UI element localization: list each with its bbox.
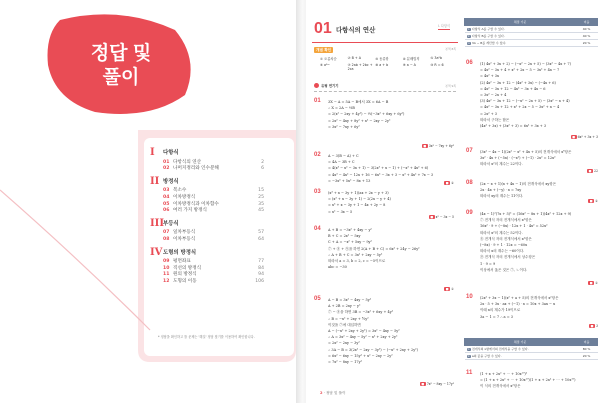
solution-line: A − 3(B − A) + C xyxy=(328,154,359,158)
final-answer xyxy=(585,168,600,173)
bullet-dot-icon xyxy=(314,83,319,88)
solution-column-left xyxy=(312,0,458,403)
solution-line: = 7x² − 8xy − 17y² xyxy=(328,360,362,365)
solution-lines xyxy=(480,211,600,273)
table-row xyxy=(465,26,598,33)
solution-line: 따라서 a = 3, b = 2, c = −5이므로 xyxy=(328,259,386,264)
grading-table-bottom xyxy=(464,338,598,360)
toc-part-number: III xyxy=(150,217,165,229)
concept-check-header xyxy=(314,47,456,53)
toc-part xyxy=(150,147,264,173)
ratio-cell: 80 % xyxy=(576,346,598,353)
criteria-cell xyxy=(465,26,576,33)
solution-line: = 2x² + 3 xyxy=(480,111,498,116)
toc-item-page: 84 xyxy=(258,265,264,271)
toc-item-number: 10 xyxy=(163,265,170,271)
ratio-cell: 20 % xyxy=(576,40,598,47)
final-answer xyxy=(420,143,456,148)
table-header-cell: 채점 기준 xyxy=(465,19,576,26)
practice-title: 유형 연기기 xyxy=(321,84,339,88)
problem-number: 01 xyxy=(314,98,321,104)
concept-answer: ① 오름차순 xyxy=(320,57,337,61)
final-answer-text: x² − 3x − 5 xyxy=(435,214,454,219)
solution-line: = 6x² − 6xy − 15y² + x² − 2xy − 2y² xyxy=(328,353,393,358)
concept-answer: ④ 분배법칙 xyxy=(402,57,420,61)
concept-answer: ③ 동류항 xyxy=(375,57,389,61)
criteria-cell xyxy=(465,353,576,360)
toc-item-page: 6 xyxy=(261,166,264,172)
criteria-index: ① xyxy=(467,28,470,31)
solution-line: = 4x² − 3x + 4 + x² + 2x − 5 − 3x² + 4x − 7 xyxy=(480,68,560,73)
table-of-contents xyxy=(150,147,264,292)
solution-line: (2) 4x² − 3x + 12 − (4x² + 3x) − (−4x + 6) xyxy=(480,80,556,85)
concept-answer: ⑩ R = 6 xyxy=(430,63,444,67)
final-answer xyxy=(586,198,600,203)
final-answer xyxy=(569,134,600,139)
criteria-text: a의 값을 구할 수 있다. xyxy=(471,354,502,358)
solution-line: ⑦ − ⑧을 하면 3B = −3x² + 6xy + 4y² xyxy=(328,310,394,315)
toc-item-page: 25 xyxy=(258,194,264,200)
final-answer-text: ① xyxy=(595,280,598,285)
concept-check-badge: 개념 확인 xyxy=(316,47,332,52)
toc-item-number: 12 xyxy=(163,278,170,284)
solution-line: 1 · 9 = 9 xyxy=(480,261,496,266)
problem-number: 04 xyxy=(314,226,321,232)
solution-line: 이것을 ⑦에 대입하면 xyxy=(328,322,361,327)
solution-line: A − B = 3x² − 4xy − 5y² xyxy=(328,298,372,302)
problem-number: 08 xyxy=(466,180,473,186)
concept-page-ref: 본책 8쪽 xyxy=(445,47,456,51)
answer-mark-icon: ■ xyxy=(445,180,449,185)
answer-mark-icon: ■ xyxy=(589,280,593,285)
solution-line: = 2x² − 2xy − 3y² xyxy=(328,341,360,346)
solution-line: ⑦ + ⑧ + ⑨을 하면 2(A + B + C) = 6x² + 24y − 26y² xyxy=(328,246,420,251)
problem-number: 09 xyxy=(466,210,473,216)
chapter-tag: I. 다항식 xyxy=(437,24,450,28)
concept-answer: ⑧ a + b xyxy=(375,63,389,67)
concept-answer: ② B + A xyxy=(347,56,361,60)
solution-line: = x³ + x − 3y + 1 − 4x + 2y − 8 xyxy=(328,203,386,208)
criteria-cell xyxy=(465,346,576,353)
solution-line: 2x · 4x + (−y) · x = 7xy xyxy=(480,188,522,193)
toc-item-title: 이차방정식과 이차함수 xyxy=(173,201,219,207)
concept-answer: ⑦ 2ab + 2bc + 2ca xyxy=(347,63,373,71)
solution-line: 따라서 구하는 합은 xyxy=(480,117,510,122)
practice-title-wrap xyxy=(314,83,339,88)
ratio-cell: 40 % xyxy=(576,26,598,33)
final-answer-text: 3 xyxy=(595,323,598,328)
solution-line: A + 2B = 2xy − y² xyxy=(328,304,361,309)
solution-line: 3X − A = 5A − B에서 3X = 6A − B xyxy=(328,100,389,104)
swoosh-curve xyxy=(0,190,150,330)
concept-answers xyxy=(314,56,456,71)
toc-item-title: 직선의 방정식 xyxy=(173,265,202,271)
solution-line: = 4(x³ − x² − 3x + 1) − 3(2x³ + x − 1) + (−x³ + 4x² + 6) xyxy=(328,166,429,171)
toc-part-title: 도형의 방정식 xyxy=(163,249,197,256)
toc-item-number: 08 xyxy=(163,236,170,242)
table-row xyxy=(465,40,598,47)
toc-part-header xyxy=(150,147,264,158)
toc-part xyxy=(150,217,264,244)
final-answer xyxy=(427,214,456,219)
toc-part-title: 부등식 xyxy=(163,220,179,227)
solution-line: (1) 4x² + 3x + 2) − (−x² − 2x + 5) − (3x² − 4x + 7) xyxy=(480,62,571,66)
toc-item-number: 02 xyxy=(163,166,170,172)
table-row xyxy=(465,353,598,360)
title-line-1: 정답 및 xyxy=(90,43,152,64)
toc-item-number: 07 xyxy=(163,230,170,236)
final-answer xyxy=(418,381,456,386)
toc-item xyxy=(150,230,264,237)
solution-lines xyxy=(480,295,600,320)
solution-line: = 3x² − 2x + 4 xyxy=(480,93,507,98)
solution-line: = −3x³ + 5x² − 8x + 13 xyxy=(328,178,371,183)
solution-line: (4x − 1)²(7x + 5)² = (16x² − 8x + 1)(4x² + 12x + 9) xyxy=(480,212,572,216)
solution-line: ∴ X = 2A − ⅓B xyxy=(328,106,355,111)
toc-item xyxy=(150,166,264,173)
chapter-number: 01 xyxy=(314,20,332,37)
toc-part-number: IV xyxy=(150,246,163,258)
solution-line: C + A = −x² + 5xy − 9y² xyxy=(328,240,372,245)
solution-line: (2x − x + 1)(x + 4x − 1)의 전개식에서 xy항은 xyxy=(480,182,557,186)
concept-answer: ⑥ a²ᵐ xyxy=(320,63,330,67)
solution-line: (−8x) · 9 + 1 · 12x = −60x xyxy=(480,243,528,248)
final-answer-text: ② xyxy=(451,180,454,185)
solution-line: 이때 x의 계수가 19이므로 xyxy=(480,308,521,313)
toc-item-number: 09 xyxy=(163,259,170,265)
toc-item-page: 15 xyxy=(258,188,264,194)
solution-lines xyxy=(328,190,456,215)
page-number: 2 xyxy=(320,391,323,395)
final-answer-text: 3x² − 7xy + 6y² xyxy=(428,143,454,148)
solution-line: = 4x² − 3x + 12 + x² + 2x − 5 − 3x² + x − 4 xyxy=(480,105,560,110)
toc-item-page: 2 xyxy=(261,159,264,165)
toc-item-number: 06 xyxy=(163,208,170,214)
solution-lines xyxy=(328,227,456,270)
solution-line: A − (−x² + 2xy + 2y²) = 3x² − 4xy − 5y² xyxy=(328,329,400,334)
final-answer xyxy=(442,180,456,185)
solution-line: = 4A − 3B + C xyxy=(328,160,355,165)
answer-mark-icon: ■ xyxy=(590,323,594,328)
toc-part xyxy=(150,175,264,215)
toc-item xyxy=(150,237,264,244)
final-answer-text: ① xyxy=(451,286,454,291)
practice-header xyxy=(314,83,456,88)
solution-line: (4x² + 3x) + (3x² + 3) = 6x² + 3x + 3 xyxy=(480,124,547,129)
answer-mark-icon: ■ xyxy=(572,134,576,139)
problem-number: 10 xyxy=(466,294,473,300)
solution-line: 이 식의 전개식에서 x²항은 xyxy=(480,384,521,389)
practice-page-ref: 본책 9쪽 xyxy=(445,83,456,88)
criteria-cell xyxy=(465,40,576,47)
problem-number: 05 xyxy=(314,296,321,302)
solution-line: 따라서 xy의 계수는 11이다. xyxy=(480,194,524,199)
toc-item-page: 35 xyxy=(258,201,264,207)
table-header-row xyxy=(465,19,598,26)
practice-divider xyxy=(314,91,456,92)
toc-part-title: 방정식 xyxy=(163,178,179,185)
problem-number: 11 xyxy=(466,370,473,376)
solution-line: = 2x² − 4xy + 8y² + x² − 2xy − 2y² xyxy=(328,118,391,123)
toc-item-page: 77 xyxy=(258,259,264,265)
answer-mark-icon: ■ xyxy=(423,143,427,148)
criteria-index: ② xyxy=(467,35,470,38)
toc-item-title: 평면좌표 xyxy=(173,259,191,265)
right-page xyxy=(306,0,602,403)
left-page xyxy=(0,0,300,403)
solution-line: = 4x³ − 4x² − 12x + 16 − 6x³ − 3x + 3 − x³ + 4x² + 7x − 3 xyxy=(328,172,434,177)
solution-line: 2x · 5 + 3x · ax + (−1) · x = 10x + 3ax − x xyxy=(480,302,556,307)
answer-mark-icon: ■ xyxy=(445,286,449,291)
solution-line: ∴ A = 3x² − 4xy − 5y² − x² + 2xy + 2y² xyxy=(328,335,398,340)
problem-number: 06 xyxy=(466,60,473,66)
toc-item-number: 04 xyxy=(163,194,170,200)
toc-item-number: 03 xyxy=(163,188,170,194)
solution-line: 16x² · 9 + (−8x) · 12x + 1 · 4x² = 52x² xyxy=(480,224,548,229)
problem-number: 03 xyxy=(314,189,321,195)
solution-line: = (1 + x + 2x² + ··· + 10x¹⁰)(1 + x + 2x² + ··· + 10x¹⁰) xyxy=(480,378,576,383)
toc-item-title: 이차방정식 xyxy=(173,194,196,200)
table-header-cell: 채점 기준 xyxy=(465,339,576,346)
criteria-text: 전개식의 x항에서의 전개식을 구할 수 있다. xyxy=(471,347,529,351)
solution-line: = 2(x² − 2xy + 4y²) − ⅓(−3x² + 6xy + 6y²) xyxy=(328,112,405,117)
criteria-text: 다항식 B를 구할 수 있다. xyxy=(471,34,505,38)
solution-line: = 3x² − 7xy + 6y² xyxy=(328,124,360,129)
toc-item xyxy=(150,259,264,266)
toc-part xyxy=(150,246,264,286)
criteria-index: ② xyxy=(467,355,470,358)
solution-line: 이상에서 옳은 것은 ⑦, ㄴ이다. xyxy=(480,267,528,272)
solution-lines xyxy=(480,181,600,200)
concept-answer: ⑤ 3a²b xyxy=(430,56,442,60)
solution-line: 따라서 x²의 계수는 52이다. xyxy=(480,230,523,235)
problem-number: 02 xyxy=(314,152,321,158)
answer-mark-icon: ■ xyxy=(430,214,434,219)
toc-item-number: 05 xyxy=(163,201,170,207)
chapter-header xyxy=(312,18,458,40)
toc-item xyxy=(150,279,264,286)
toc-item-number: 11 xyxy=(163,272,170,278)
toc-item-title: 도형의 이동 xyxy=(173,278,197,284)
solution-line: ∴ B = −x² + 2xy + ⁴⁄₃y² xyxy=(328,316,369,321)
criteria-index: ① xyxy=(467,348,470,351)
chapter-title: 다항식의 연산 xyxy=(336,26,376,34)
solution-line: 3a − 1 = 7 ∴ a = 3 xyxy=(480,314,514,319)
solution-line: abc = −30 xyxy=(328,265,347,270)
table-row xyxy=(465,346,598,353)
toc-item xyxy=(150,208,264,215)
solution-line: 3x² · 4x + (−5x) · (−x²) + (−1) · 2x² = 12x² xyxy=(480,156,556,161)
toc-part-header xyxy=(150,246,264,258)
solution-line: ∴ 3A − B = 3(2x² − 2xy − 3y²) − (−x² + 2xy + 2y²) xyxy=(328,347,418,352)
grading-table-top xyxy=(464,18,598,47)
ratio-cell: 40 % xyxy=(576,33,598,40)
solution-line: ⑨ 전개식 자의 전개식에서 상수항은 xyxy=(480,255,536,260)
solution-line: ⑦ 전개식 자의 전개식에서 x²항은 xyxy=(480,218,532,223)
solution-lines xyxy=(328,153,456,184)
toc-part-header xyxy=(150,217,264,229)
toc-item-title: 이차부등식 xyxy=(173,236,196,242)
final-answer-text: 7x² − 8xy − 17y² xyxy=(426,381,454,386)
table-header-cell: 비율 xyxy=(576,339,598,346)
answer-mark-icon: ■ xyxy=(421,381,425,386)
solution-line: A + B = −3x² + 4xy − y² xyxy=(328,228,372,232)
toc-item-title: 나머지정리와 인수분해 xyxy=(173,166,219,172)
toc-part-header xyxy=(150,175,264,187)
toc-item-title: 원의 방정식 xyxy=(173,272,197,278)
solution-line: = (x³ + x − 3y + 1) − 2(2x − y + 4) xyxy=(328,197,391,202)
solution-lines xyxy=(480,371,600,390)
criteria-text: 3A − B를 계산할 수 있다. xyxy=(471,41,507,45)
answer-book-title xyxy=(76,42,166,90)
solution-line: ⑧ 전개식 자의 전개식에서 x²항은 xyxy=(480,236,532,241)
solution-line: (3) 4x² − 3x + 12 − (−x² − 2x + 5) − (3x² − x + 4) xyxy=(480,99,570,104)
toc-item-page: 45 xyxy=(258,208,264,214)
toc-item-number: 01 xyxy=(163,159,170,165)
title-line-2: 풀이 xyxy=(102,67,140,88)
page-footer xyxy=(320,391,346,396)
chapter-divider xyxy=(312,42,458,43)
table-header-cell: 비율 xyxy=(576,19,598,26)
toc-item xyxy=(150,188,264,195)
toc-item xyxy=(150,272,264,279)
toc-item xyxy=(150,195,264,202)
toc-item-page: 57 xyxy=(258,230,264,236)
final-answer-text: 6x² + 3x + 3 xyxy=(577,134,598,139)
final-answer-text: ② xyxy=(595,198,598,203)
toc-item-title: 여러 가지 방정식 xyxy=(173,208,207,214)
solution-line: 따라서 x의 계수는 −60이다. xyxy=(480,249,525,254)
toc-item-title: 다항식의 연산 xyxy=(173,159,202,165)
solution-lines xyxy=(480,149,600,168)
problem-number: 07 xyxy=(466,148,473,154)
criteria-cell xyxy=(465,33,576,40)
toc-item-title: 복소수 xyxy=(173,188,187,194)
answer-mark-icon: ■ xyxy=(588,168,592,173)
table-row xyxy=(465,33,598,40)
solution-lines xyxy=(480,61,600,129)
toc-item-page: 106 xyxy=(255,278,264,284)
solution-line: 따라서 x²의 계수는 22이다. xyxy=(480,162,523,167)
final-answer xyxy=(586,280,600,285)
final-answer-text: 22 xyxy=(593,168,598,173)
solution-line: = 4x² + 3x xyxy=(480,74,500,79)
answer-mark-icon: ■ xyxy=(589,198,593,203)
solution-line: (3x² − 4x − 1)(2x² − x² + 4x + 5)의 전개식에서 x⁴항은 xyxy=(480,150,572,154)
toc-item-title: 일차부등식 xyxy=(173,230,196,236)
solution-line: (x³ + x − 3y + 1)(ax + 2x − y + 3) xyxy=(328,191,389,195)
solution-line: ∴ A + B + C = 3x² + 2xy − 5y² xyxy=(328,252,383,257)
criteria-text: 다항식 A를 구할 수 있다. xyxy=(471,27,505,31)
toc-item-page: 94 xyxy=(258,272,264,278)
toc-part-number: II xyxy=(150,175,160,187)
footer-text: · 정답 및 풀이 xyxy=(323,391,346,395)
solution-line: (2x² + 3x − 1)(x² + a + 5)의 전개식에서 x²항은 xyxy=(480,296,559,300)
final-answer xyxy=(587,323,600,328)
final-answer xyxy=(442,286,456,291)
criteria-index: ③ xyxy=(467,42,470,45)
solution-line: = 4x² − 3x + 12 − 4x² − 3x + 4x − 6 xyxy=(480,86,546,91)
concept-check-section xyxy=(314,47,456,71)
solution-line: B + C = 2x² − 5xy xyxy=(328,234,361,239)
toc-part-title: 다항식 xyxy=(163,150,179,156)
table-header-row xyxy=(465,339,598,346)
ratio-cell: 20 % xyxy=(576,353,598,360)
solution-lines xyxy=(328,297,456,365)
usage-note: * 정답을 확인하고 틀 문제는 '해설' 정답 찾기를 이용하여 확인합니다. xyxy=(158,335,255,339)
solution-line: (1 + x + 2x² + ··· + 10x¹⁰)² xyxy=(480,372,528,376)
solution-line: = x² − 3x − 5 xyxy=(328,209,353,214)
concept-answer: ⑨ a − A xyxy=(402,63,416,67)
solution-lines xyxy=(328,99,456,130)
toc-item-page: 64 xyxy=(258,236,264,242)
solution-column-right xyxy=(464,0,598,403)
toc-part-number: I xyxy=(150,147,155,158)
